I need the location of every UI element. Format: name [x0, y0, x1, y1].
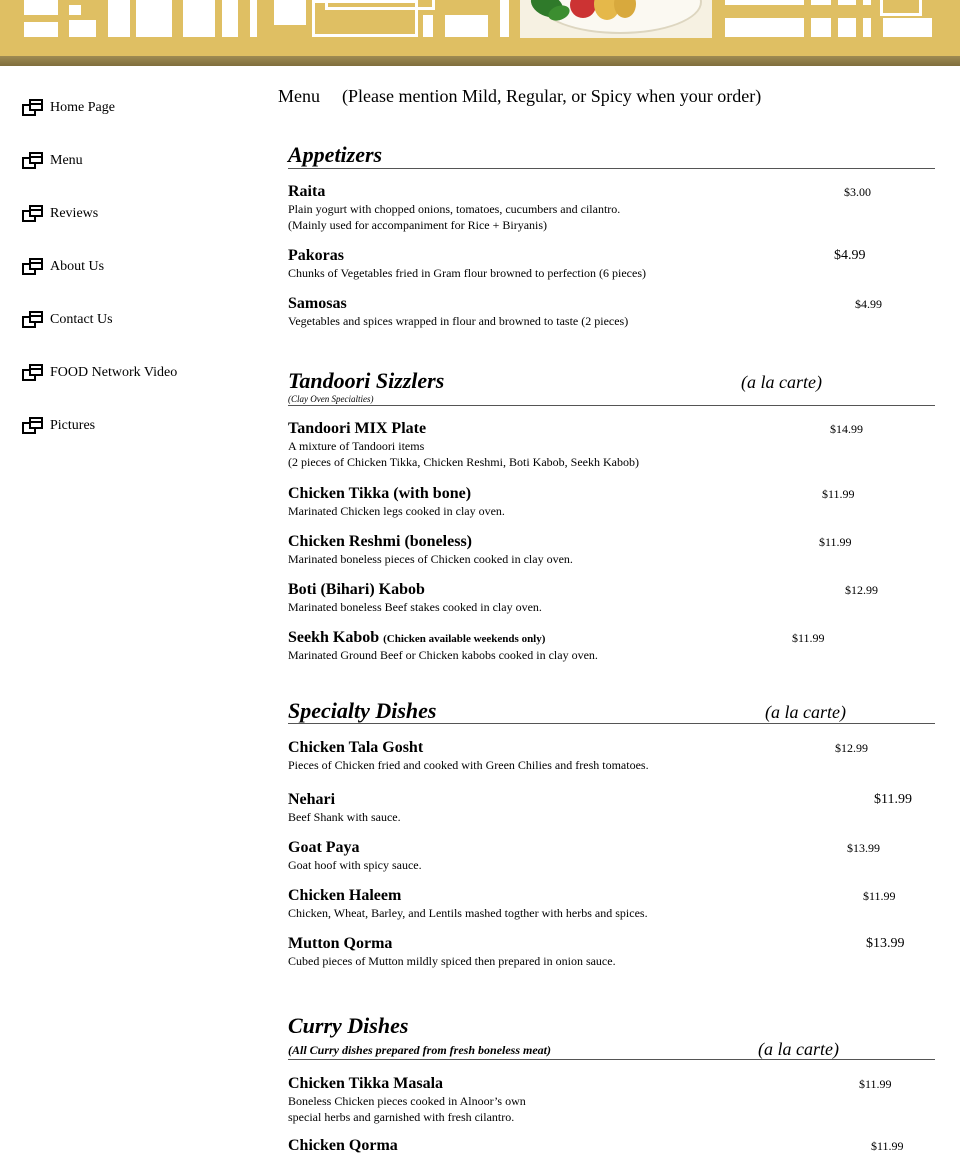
item-description: Cubed pieces of Mutton mildly spiced then prepared in onion sauce. — [288, 954, 616, 968]
item-name-note: (Chicken available weekends only) — [383, 633, 546, 645]
nav-item-pictures[interactable] — [22, 415, 95, 437]
nav-label: Home Page — [50, 100, 115, 115]
item-price: $11.99 — [819, 535, 852, 549]
window-stack-icon — [22, 258, 44, 276]
item-description: Marinated boneless pieces of Chicken cooked in clay oven. — [288, 552, 573, 566]
item-name: Mutton Qorma — [288, 935, 393, 952]
window-stack-icon — [22, 99, 44, 117]
item-name: Goat Paya — [288, 839, 360, 856]
item-price: $13.99 — [866, 936, 905, 951]
item-description: Chunks of Vegetables fried in Gram flour browned to perfection (6 pieces) — [288, 266, 647, 280]
window-stack-icon — [22, 364, 44, 382]
item-description: Goat hoof with spicy sauce. — [288, 858, 422, 872]
item-description: Plain yogurt with chopped onions, tomatoes, cucumbers and cilantro. (Mainly used for accompaniment for Rice + Biryanis) — [288, 202, 621, 232]
nav-label: Menu — [50, 153, 83, 168]
nav-label: FOOD Network Video — [50, 365, 178, 380]
item-name: Chicken Haleem — [288, 887, 402, 904]
section-note: (Clay Oven Specialties) — [288, 394, 374, 404]
header-banner — [0, 0, 960, 66]
window-stack-icon — [22, 152, 44, 170]
item-price: $12.99 — [835, 741, 868, 755]
page-title: Menu — [278, 86, 320, 106]
item-name: Chicken Tikka Masala — [288, 1075, 444, 1092]
section-note: (All Curry dishes prepared from fresh boneless meat) — [288, 1043, 552, 1057]
nav-label: About Us — [50, 259, 105, 274]
item-price: $14.99 — [830, 422, 863, 436]
item-name: Raita — [288, 183, 326, 200]
section-divider — [288, 1059, 935, 1060]
item-price: $4.99 — [855, 297, 882, 311]
nav-label: Contact Us — [50, 312, 113, 327]
item-description: Chicken, Wheat, Barley, and Lentils mashed togther with herbs and spices. — [288, 906, 648, 920]
page-subtitle: (Please mention Mild, Regular, or Spicy when your order) — [342, 86, 762, 106]
item-name: Chicken Tikka (with bone) — [288, 485, 472, 502]
item-name: Chicken Reshmi (boneless) — [288, 533, 473, 550]
item-description: Pieces of Chicken fried and cooked with Green Chilies and fresh tomatoes. — [288, 758, 649, 772]
nav-item-reviews[interactable] — [22, 203, 98, 225]
window-stack-icon — [22, 205, 44, 223]
item-price: $11.99 — [874, 792, 912, 807]
item-description: Vegetables and spices wrapped in flour and browned to taste (2 pieces) — [288, 314, 629, 328]
item-price: $11.99 — [859, 1077, 892, 1091]
nav-label: Pictures — [50, 418, 96, 433]
a-la-carte-label: (a la carte) — [765, 702, 846, 722]
section-title: Tandoori Sizzlers — [288, 368, 445, 393]
section-title: Appetizers — [288, 142, 383, 167]
section-divider — [288, 405, 935, 406]
item-price: $11.99 — [871, 1139, 904, 1153]
item-price: $11.99 — [792, 631, 825, 645]
item-price: $3.00 — [844, 185, 871, 199]
menu-header — [278, 86, 761, 107]
item-price: $11.99 — [863, 889, 896, 903]
item-name: Nehari — [288, 791, 336, 808]
item-name: Samosas — [288, 295, 347, 312]
window-stack-icon — [22, 311, 44, 329]
item-description: Marinated Ground Beef or Chicken kabobs cooked in clay oven. — [288, 648, 598, 662]
section-divider — [288, 723, 935, 724]
item-name: Chicken Tala Gosht — [288, 739, 424, 756]
nav-item-home-page[interactable] — [22, 97, 115, 119]
item-price: $12.99 — [845, 583, 878, 597]
section-title: Specialty Dishes — [288, 698, 437, 723]
nav-item-about-us[interactable] — [22, 256, 104, 278]
item-description: Marinated Chicken legs cooked in clay oven. — [288, 504, 505, 518]
nav-item-menu[interactable] — [22, 150, 83, 172]
item-description: Beef Shank with sauce. — [288, 810, 401, 824]
item-description: A mixture of Tandoori items (2 pieces of Chicken Tikka, Chicken Reshmi, Boti Kabob, Seekh Kabob) — [288, 439, 639, 469]
item-name: Seekh Kabob (Chicken available weekends only) — [288, 629, 546, 646]
nav-item-contact-us[interactable] — [22, 309, 113, 331]
item-price: $11.99 — [822, 487, 855, 501]
item-description: Boneless Chicken pieces cooked in Alnoor’s own special herbs and garnished with fresh cilantro. — [288, 1094, 526, 1124]
a-la-carte-label: (a la carte) — [758, 1039, 839, 1059]
a-la-carte-label: (a la carte) — [741, 372, 822, 392]
item-name: Tandoori MIX Plate — [288, 420, 427, 437]
item-price: $13.99 — [847, 841, 880, 855]
nav-label: Reviews — [50, 206, 99, 221]
nav-item-food-network-video[interactable] — [22, 362, 177, 384]
section-divider — [288, 168, 935, 169]
item-price: $4.99 — [834, 248, 866, 263]
window-stack-icon — [22, 417, 44, 435]
item-description: Marinated boneless Beef stakes cooked in clay oven. — [288, 600, 542, 614]
section-title: Curry Dishes — [288, 1013, 409, 1038]
food-photo — [520, 0, 712, 38]
item-name: Chicken Qorma — [288, 1137, 398, 1154]
item-name: Boti (Bihari) Kabob — [288, 581, 425, 598]
item-name: Pakoras — [288, 247, 344, 264]
